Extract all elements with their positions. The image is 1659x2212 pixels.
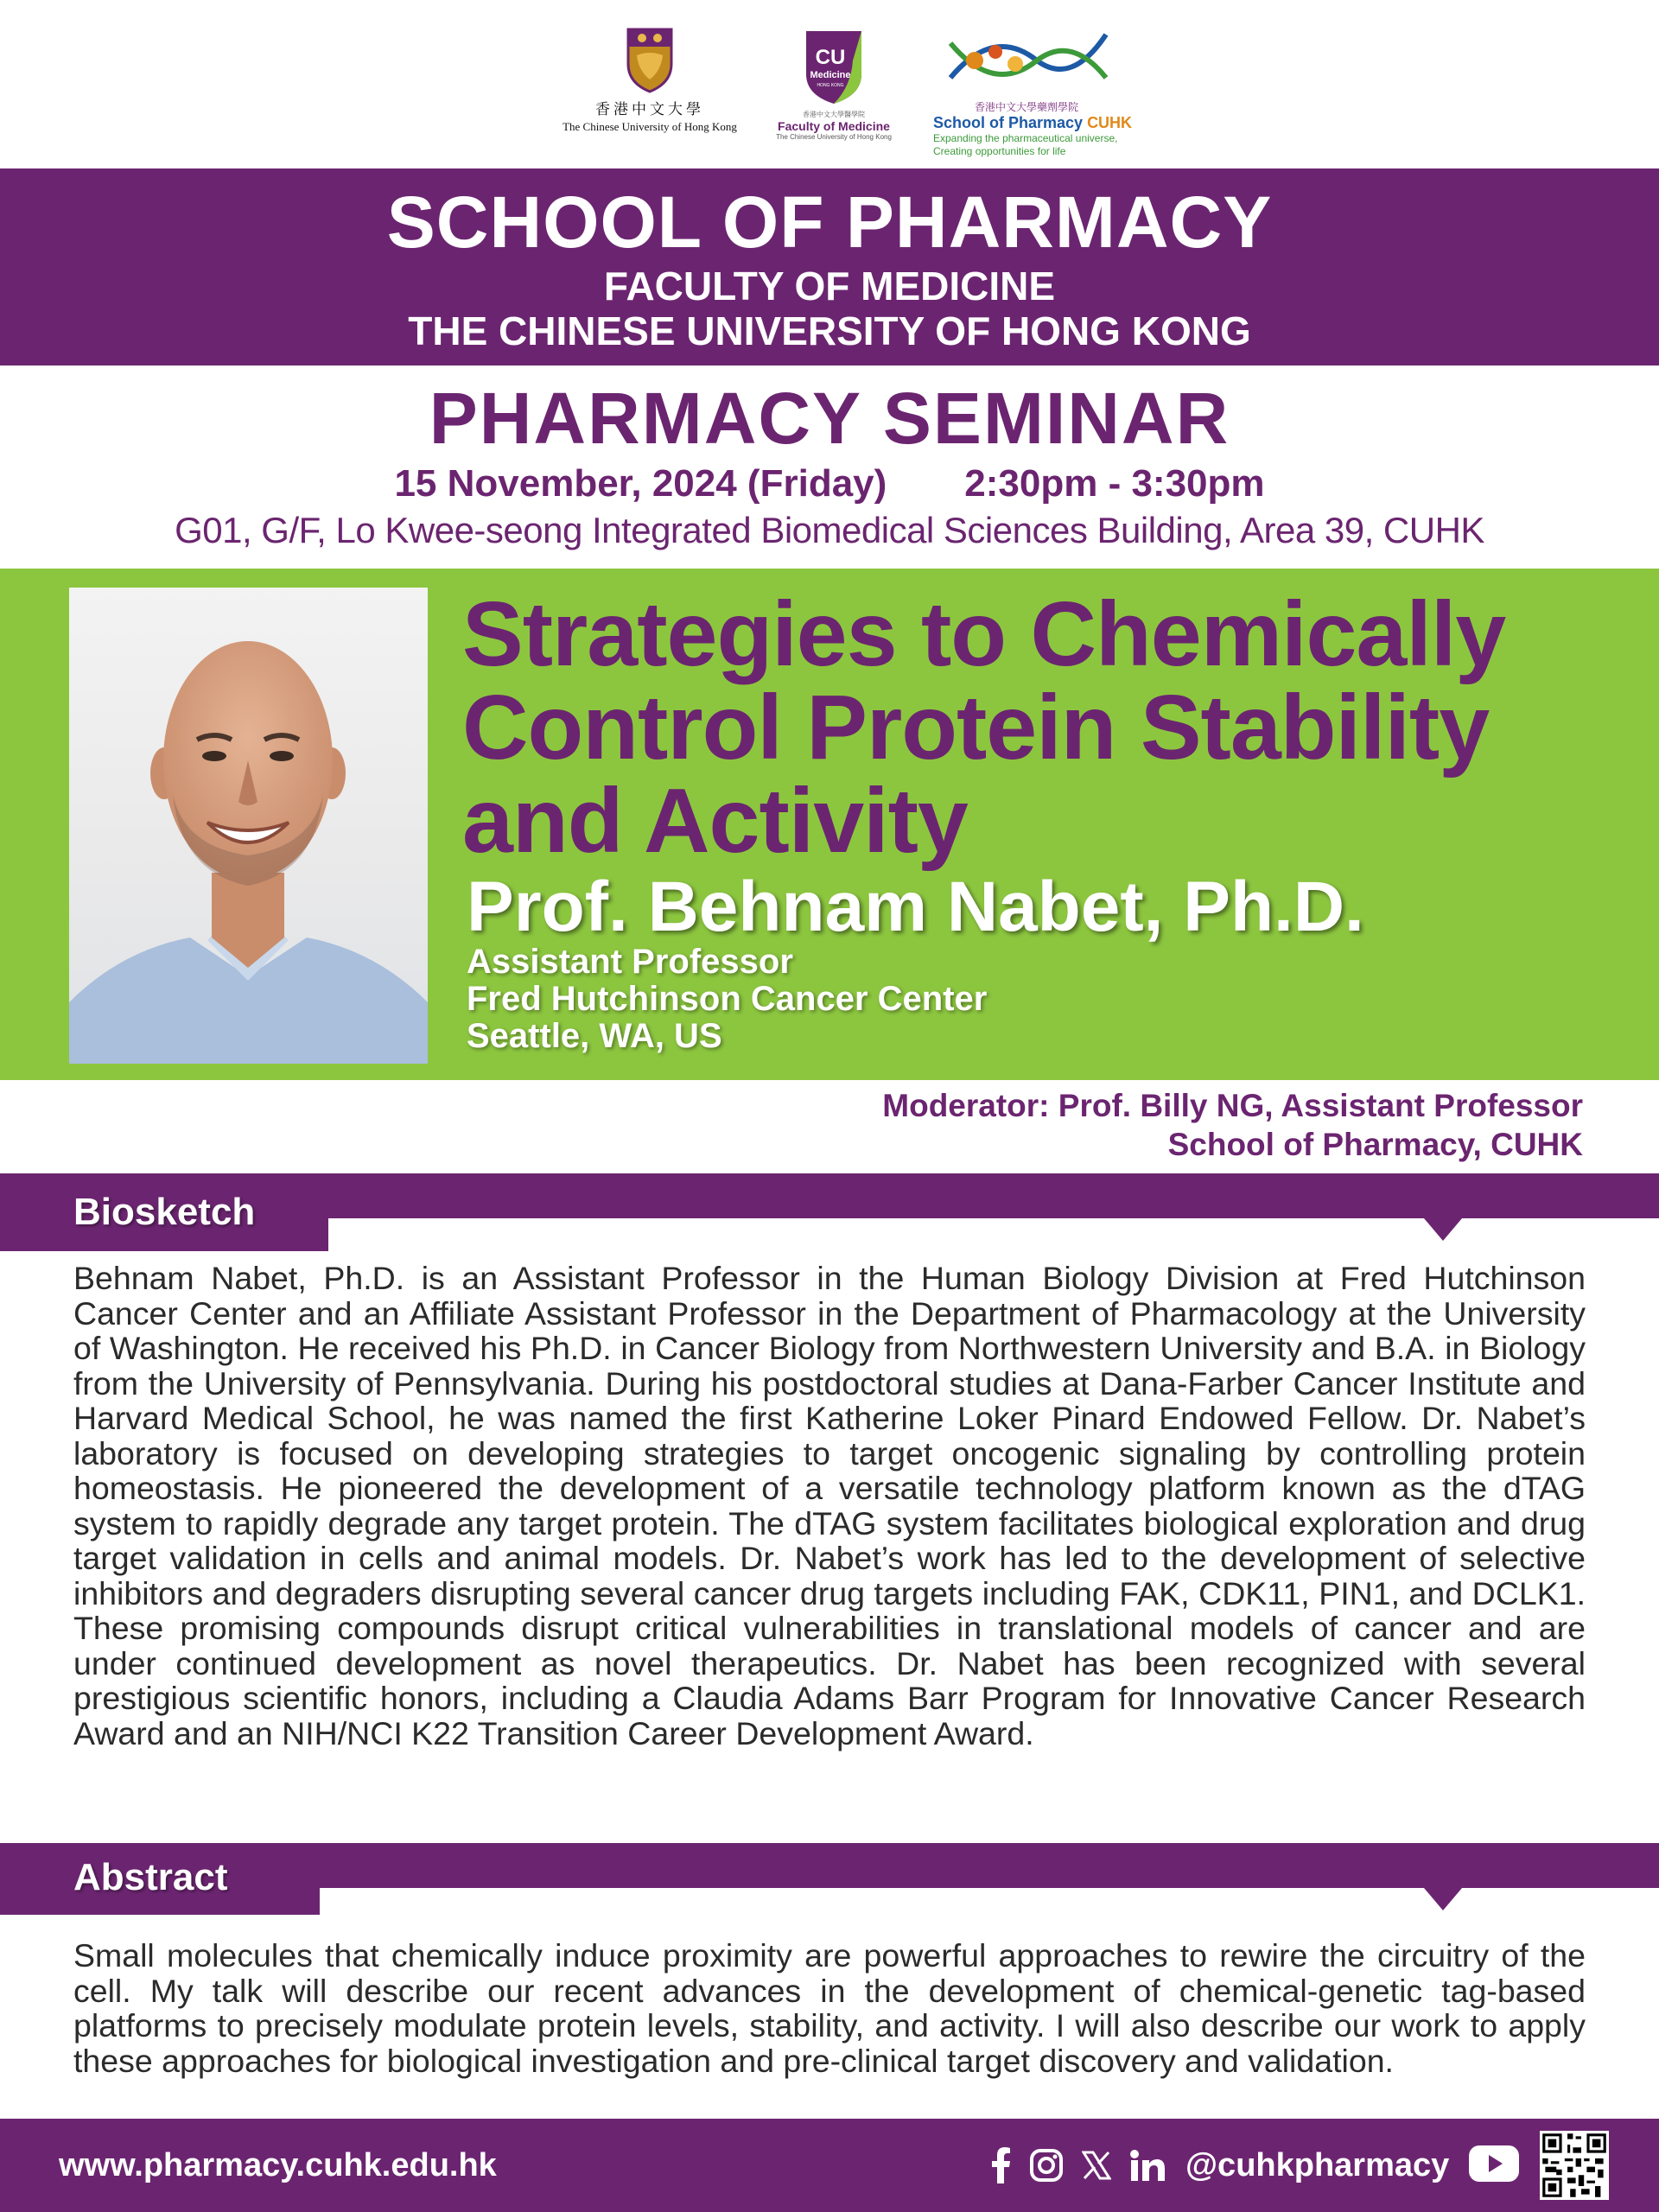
logo-tagline-2: Creating opportunities for life [933,145,1066,157]
speaker-photo [69,588,428,1064]
dna-helix-icon [933,26,1115,95]
cuhk-logo [546,26,753,156]
university-line: THE CHINESE UNIVERSITY OF HONG KONG [408,308,1251,353]
social-links [992,2143,1449,2188]
school-title: SCHOOL OF PHARMACY [386,181,1273,263]
seminar-time: 2:30pm - 3:30pm [964,462,1265,505]
abstract-text: Small molecules that chemically induce proximity are powerful approaches to rewire the circuitry of the cell. My talk will describe our recent advances in the development of chemical-genetic tag-based platforms to precisely modulate protein levels, stability, and activity. I will also describe our work to apply these approaches for biological investigation and pre-clinical target discovery and validation. [73,1937,1586,2079]
seminar-date: 15 November, 2024 (Friday) [394,462,887,505]
logo-tagline-1: Expanding the pharmaceutical universe, [933,132,1118,144]
moderator-line-1: Moderator: Prof. Billy NG, Assistant Professor [882,1088,1583,1123]
biosketch-label: Biosketch [73,1191,256,1233]
cuhk-crest-icon [623,26,677,93]
biosketch-notch [1424,1218,1462,1241]
abstract-label: Abstract [73,1856,228,1898]
cu-badge-text: CU [815,46,846,69]
hong-kong-badge-text: HONG KONG [817,83,844,88]
school-of-pharmacy-logo-name [933,114,1158,132]
moderator-line-2: School of Pharmacy, CUHK [1167,1127,1583,1162]
seminar-title: PHARMACY SEMINAR [429,378,1230,459]
faculty-line: FACULTY OF MEDICINE [603,264,1056,308]
school-of-pharmacy-logo [933,26,1158,156]
speaker-name: Prof. Behnam Nabet, Ph.D. [467,868,1364,946]
logo-row [0,0,1659,168]
seminar-datetime [0,461,1659,507]
abstract-notch [1424,1888,1462,1910]
logo-name-main: School of Pharmacy [933,114,1088,131]
talk-title-line-2: Control Protein Stability [462,677,1490,779]
talk-title-line-1: Strategies to Chemically [462,583,1506,685]
speaker-position: Assistant Professor [467,943,793,981]
cu-medicine-badge-icon [799,26,868,105]
talk-title [462,583,1646,872]
cuhk-logo-chinese-name: 香港中文大學 [595,101,704,118]
footer-website-link[interactable]: www.pharmacy.cuhk.edu.hk [59,2147,497,2183]
x-icon[interactable] [1082,2151,1111,2180]
medicine-badge-text: Medicine [810,70,851,80]
cuhk-logo-english-name: The Chinese University of Hong Kong [563,120,737,133]
faculty-of-medicine-chinese-name: 香港中文大學醫學院 [803,111,865,118]
faculty-of-medicine-subtitle: The Chinese University of Hong Kong [776,133,892,141]
speaker-affiliation [467,944,1417,1055]
speaker-institution: Fred Hutchinson Cancer Center [467,980,988,1018]
biosketch-text: Behnam Nabet, Ph.D. is an Assistant Professor in the Human Biology Division at Fred Hutchinson Cancer Center and an Affiliate Assistant Professor in the Department of Pharmacology at the University of Washington. He received his Ph.D. in Cancer Biology from Northwestern University and B.A. in Biology from the University of Pennsylvania. During his postdoctoral studies at Dana-Farber Cancer Institute and Harvard Medical School, he was named the first Katherine Loker Pinard Endowed Fellow. Dr. Nabet’s laboratory is focused on developing strategies to target oncogenic signaling by controlling protein homeostasis. He pioneered the development of a versatile technology platform known as the dTAG system to rapidly degrade any target protein. The dTAG system facilitates biological exploration and drug target validation in cells and animal models. Dr. Nabet’s work has led to the development of selective inhibitors and degraders disrupting several cancer drug targets including FAK, CDK11, PIN1, and DCLK1. These promising compounds disrupt critical vulnerabilities in translational models of cancer and are under continued development as novel therapeutics. Dr. Nabet has been recognized with several prestigious scientific honors, including a Claudia Adams Barr Program for Innovative Cancer Research Award and an NIH/NCI K22 Transition Career Development Award. [73,1260,1586,1751]
seminar-venue: G01, G/F, Lo Kwee-seong Integrated Biomedical Sciences Building, Area 39, CUHK [175,510,1484,550]
social-handle[interactable]: @cuhkpharmacy [1185,2147,1450,2183]
faculty-of-medicine-name: Faculty of Medicine [778,119,890,133]
moderator [373,1086,1583,1164]
talk-title-line-3: and Activity [462,770,968,872]
school-of-pharmacy-chinese-name: 香港中文大學藥劑學院 [975,101,1079,113]
speaker-location: Seattle, WA, US [467,1017,722,1055]
speaker-portrait-illustration [69,588,428,1064]
qr-code [1540,2131,1609,2200]
linkedin-icon[interactable] [1130,2150,1165,2181]
header-band [0,168,1659,365]
youtube-icon[interactable] [1469,2145,1519,2186]
faculty-of-medicine-logo [769,26,899,156]
logo-name-accent: CUHK [1087,114,1133,131]
instagram-icon[interactable] [1030,2149,1063,2182]
footer [0,2119,1659,2212]
facebook-icon[interactable] [992,2147,1011,2183]
